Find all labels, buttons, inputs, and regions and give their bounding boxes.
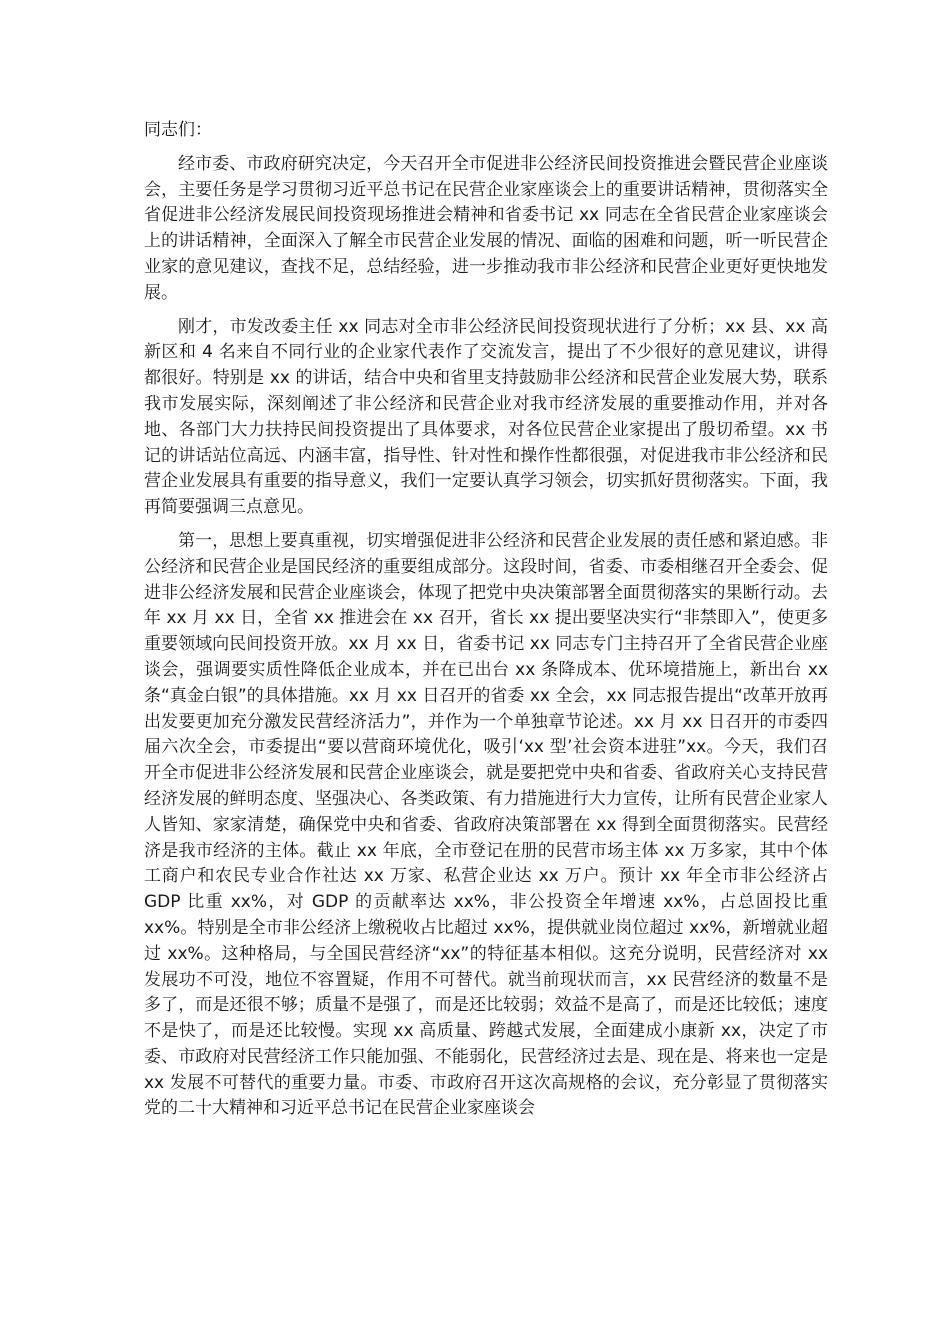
paragraph-point-one: 第一，思想上要真重视，切实增强促进非公经济和民营企业发展的责任感和紧迫感。非公经济和民营企业是国民经济的重要组成部分。这段时间，省委、市委相继召开全委会、促进非公经济发展和民营企业座谈会，体现了把党中央决策部署全面贯彻落实的果断行动。去年 xx 月 xx 日，全省 xx 推进会在 xx 召开，省长 xx 提出要坚决实行“非禁即入”，使更多重要领域向民间投资开放。xx 月 xx 日，省委书记 xx 同志专门主持召开了全省民营企业座谈会，强调要实质性降低企业成本，并在已出台 xx 条降成本、优环境措施上，新出台 xx 条“真金白银”的具体措施。xx 月 xx 日召开的省委 xx 全会，xx 同志报告提出“改革开放再出发要更加充分激发民营经济活力”，并作为一个单独章节论述。xx 月 xx 日召开的市委四届六次全会，市委提出“要以营商环境优化，吸引‘xx 型’社会资本进驻”xx。今天，我们召开全市促进非公经济发展和民营企业座谈会，就是要把党中央和省委、省政府关心支持民营经济发展的鲜明态度、坚强决心、各类政策、有力措施进行大力宣传，让所有民营企业家人人皆知、家家清楚，确保党中央和省委、省政府决策部署在 xx 得到全面贯彻落实。民营经济是我市经济的主体。截止 xx 年底，全市登记在册的民营市场主体 xx 万多家，其中个体工商户和农民专业合作社达 xx 万家、私营企业达 xx 万户。预计 xx 年全市非公经济占 GDP 比重 xx%，对 GDP 的贡献率达 xx%，非公投资全年增速 xx%，占总固投比重 xx%。特别是全市非公经济上缴税收占比超过 xx%，提供就业岗位超过 xx%，新增就业超过 xx%。这种格局，与全国民营经济“xx”的特征基本相似。这充分说明，民营经济对 xx 发展功不可没，地位不容置疑，作用不可替代。就当前现状而言，xx 民营经济的数量不是多了，而是还很不够；质量不是强了，而是还比较弱；效益不是高了，而是还比较低；速度不是快了，而是还比较慢。实现 xx 高质量、跨越式发展，全面建成小康新 xx，决定了市委、市政府对民营经济工作只能加强、不能弱化，民营经济过去是、现在是、将来也一定是 xx 发展不可替代的重要力量。市委、市政府召开这次高规格的会议，充分彰显了贯彻落实党的二十大精神和习近平总书记在民营企业家座谈会 bbox=[144, 530, 828, 1119]
paragraph-summary: 刚才，市发改委主任 xx 同志对全市非公经济民间投资现状进行了分析；xx 县、xx 高新区和 4 名来自不同行业的企业家代表作了交流发言，提出了不少很好的意见建议，讲得都很好。特别是 xx 的讲话，结合中央和省里支持鼓励非公经济和民营企业发展大势，联系我市发展实际，深刻阐述了非公经济和民营企业对我市经济发展的重要推动作用，并对各地、各部门大力扶持民间投资提出了具体要求，对各位民营企业家提出了殷切希望。xx 书记的讲话站位高远、内涵丰富，指导性、针对性和操作性都很强，对促进我市非公经济和民营企业发展具有重要的指导意义，我们一定要认真学习领会，切实抓好贯彻落实。下面，我再简要强调三点意见。 bbox=[144, 316, 828, 518]
paragraph-opening: 经市委、市政府研究决定，今天召开全市促进非公经济民间投资推进会暨民营企业座谈会，主要任务是学习贯彻习近平总书记在民营企业家座谈会上的重要讲话精神，贯彻落实全省促进非公经济发展民间投资现场推进会精神和省委书记 xx 同志在全省民营企业家座谈会上的讲话精神，全面深入了解全市民营企业发展的情况、面临的困难和问题，听一听民营企业家的意见建议，查找不足，总结经验，进一步推动我市非公经济和民营企业更好更快地发展。 bbox=[144, 153, 828, 303]
document-body bbox=[144, 118, 828, 1130]
salutation: 同志们： bbox=[144, 120, 212, 140]
